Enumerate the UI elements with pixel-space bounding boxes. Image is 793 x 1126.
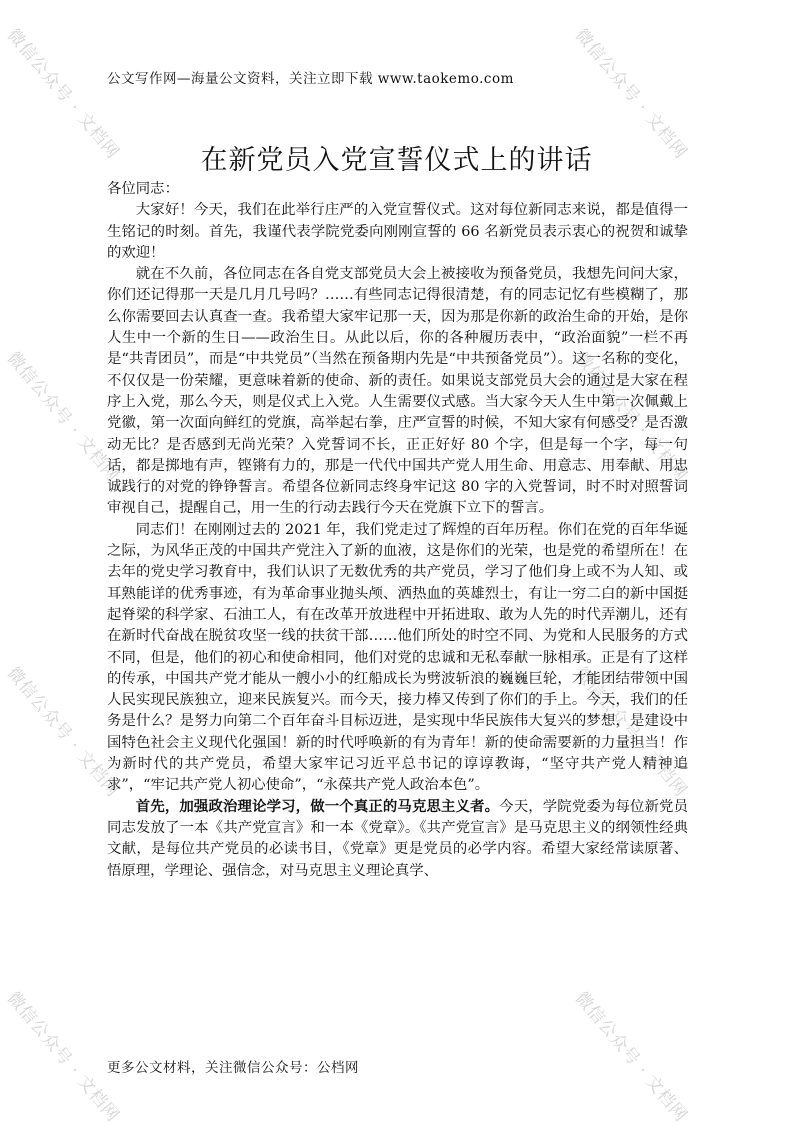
watermark: 微信公众号 · 文档网: [570, 663, 692, 802]
document-body: [107, 179, 688, 882]
page-footer: 更多公文材料，关注微信公众号：公档网: [107, 1060, 359, 1076]
paragraph-3: 同志们！在刚刚过去的 2021 年，我们党走过了辉煌的百年历程。你们在党的百年华诞之际，为风华正茂的中国共产党注入了新的血液，这是你们的光荣，也是党的希望所在！在去年的党史学习教育中，我们认识了无数优秀的共产党员，学习了他们身上或不为人知、或耳熟能详的优秀事迹，有为革命事业抛头颅、洒热血的英雄烈士，有让一穷二白的新中国挺起脊梁的科学家、石油工人，有在改革开放进程中开拓进取、敢为人先的时代弄潮儿，还有在新时代奋战在脱贫攻坚一线的扶贫干部……他们所处的时空不同、为党和人民服务的方式不同，但是，他们的初心和使命相同，他们对党的忠诚和无私奉献一脉相承。正是有了这样的传承，中国共产党才能从一艘小小的红船成长为劈波斩浪的巍巍巨轮，才能团结带领中国人民实现民族独立，迎来民族复兴。而今天，接力棒又传到了你们的手上。今天，我们的任务是什么？是努力向第二个百年奋斗目标迈进，是实现中华民族伟大复兴的梦想，是建设中国特色社会主义现代化强国！新的时代呼唤新的有为青年！新的使命需要新的力量担当！作为新时代的共产党员，希望大家牢记习近平总书记的谆谆教诲，“坚守共产党人精神追求”，“牢记共产党人初心使命”，“永葆共产党人政治本色”。: [107, 521, 688, 794]
watermark: 微信公众号 · 文档网: [570, 988, 692, 1126]
watermark: 微信公众号 · 文档网: [2, 25, 124, 164]
watermark: 微信公众号 · 文档网: [2, 663, 124, 802]
watermark: 微信公众号 · 文档网: [570, 25, 692, 164]
watermark: 微信公众号 · 文档网: [2, 988, 124, 1126]
section-heading: 首先，加强政治理论学习，做一个真正的马克思主义者。: [135, 798, 500, 815]
watermark: 微信公众号 · 文档网: [2, 348, 124, 487]
salutation: 各位同志：: [107, 181, 179, 197]
page-header: 公文写作网—海量公文资料，关注立即下载 www.taokemo.com: [107, 71, 514, 87]
paragraph-4: 首先，加强政治理论学习，做一个真正的马克思主义者。今天，学院党委为每位新党员同志发放了一本《共产党宣言》和一本《党章》。《共产党宣言》是马克思主义的纲领性经典文献，是每位共产党员的必读书目，《党章》更是党员的必学内容。希望大家经常读原著、悟原理，学理论、强信念，对马克思主义理论真学、: [107, 798, 688, 879]
watermark: 微信公众号 · 文档网: [570, 348, 692, 487]
document-title: 在新党员入党宣誓仪式上的讲话: [200, 145, 593, 176]
paragraph-1: 大家好！今天，我们在此举行庄严的入党宣誓仪式。这对每位新同志来说，都是值得一生铭记的时刻。首先，我谨代表学院党委向刚刚宣誓的 66 名新党员表示衷心的祝贺和诚挚的欢迎！: [107, 202, 688, 261]
paragraph-2: 就在不久前，各位同志在各自党支部党员大会上被接收为预备党员，我想先问问大家，你们还记得那一天是几月几号吗？……有些同志记得很清楚，有的同志记忆有些模糊了，那么你需要回去认真查一查。我希望大家牢记那一天，因为那是你新的政治生命的开始，是你人生中一个新的生日——政治生日。从此以后，你的各种履历表中，“政治面貌”一栏不再是“共青团员”，而是“中共党员”（当然在预备期内先是“中共预备党员”）。这一名称的变化，不仅仅是一份荣耀，更意味着新的使命、新的责任。如果说支部党员大会的通过是大家在程序上入党，那么今天，则是仪式上入党。人生需要仪式感。当大家今天人生中第一次佩戴上党徽，第一次面向鲜红的党旗，高举起右拳，庄严宣誓的时候，不知大家有何感受？是否激动无比？是否感到无尚光荣？入党誓词不长，正正好好 80 个字，但是每一个字，每一句话，都是掷地有声，铿锵有力的，那是一代代中国共产党人用生命、用意志、用奉献、用忠诚践行的对党的铮铮誓言。希望各位新同志终身牢记这 80 字的入党誓词，时不时对照誓词审视自己，提醒自己，用一生的行动去践行今天在党旗下立下的誓言。: [107, 266, 688, 517]
